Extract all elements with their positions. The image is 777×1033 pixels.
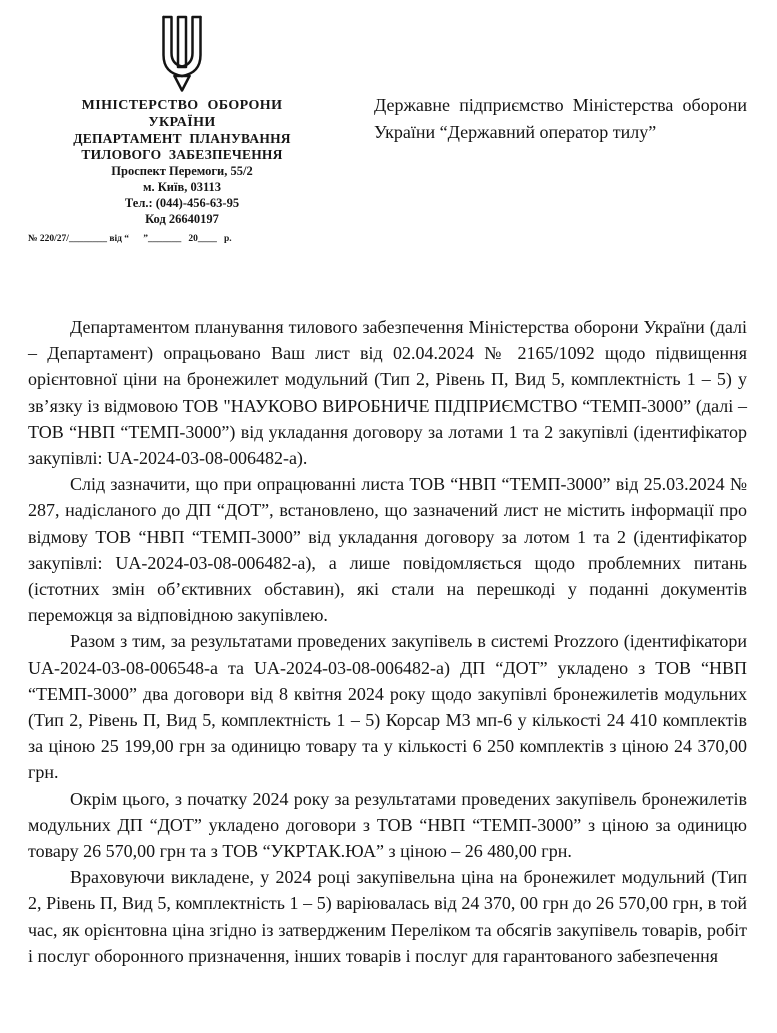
letter-body: [28, 314, 747, 969]
edrpou-code-line: Код 26640197: [145, 212, 219, 226]
paragraph-5: Враховуючи викладене, у 2024 році закупівельна ціна на бронежилет модульний (Тип 2, Рівень П, Вид 5, комплектність 1 – 5) варіювалась від 24 370, 00 грн до 26 570,00 грн, в той час, як орієнтовна ціна згідно із затвердженим Переліком та обсягів закупівель товарів, робіт і послуг оборонного призначення, інших товарів і послуг для гарантованого забезпечення: [28, 867, 747, 966]
ministry-name-line1: МІНІСТЕРСТВО ОБОРОНИ: [81, 98, 283, 113]
department-name-line2: ТИЛОВОГО ЗАБЕЗПЕЧЕННЯ: [81, 147, 283, 162]
paragraph-3: Разом з тим, за результатами проведених закупівель в системі Prozzoro (ідентифікатори UA-2024-03-08-006548-а та UA-2024-03-08-006482-а) ДП “ДОТ” укладено з ТОВ “НВП “ТЕМП-3000” два договори від 8 квітня 2024 року щодо закупівлі бронежилетів модульних (Тип 2, Рівень П, Вид 5, комплектність 1 – 5) Корсар М3 мп-6 у кількості 24 410 комплектів за ціною 25 199,00 грн за одиницю товару та у кількості 6 250 комплектів з ціною 24 370,00 грн.: [28, 631, 747, 783]
paragraph-4: Окрім цього, з початку 2024 року за результатами проведених закупівель бронежилетів модульних ДП “ДОТ” укладено договори з ТОВ “НВП “ТЕМП-3000” з ціною за одиницю товару 26 570,00 грн та з ТОВ “УКРТАК.ЮА” з ціною – 26 480,00 грн.: [28, 788, 747, 862]
ukraine-trident-icon: [28, 12, 336, 94]
department-name-line1: ДЕПАРТАМЕНТ ПЛАНУВАННЯ: [73, 131, 291, 146]
sender-block: [28, 12, 336, 244]
paragraph-2: Слід зазначити, що при опрацюванні листа ТОВ “НВП “ТЕМП-3000” від 25.03.2024 № 287, надісланого до ДП “ДОТ”, встановлено, що зазначений лист не містить інформації про відмову ТОВ “НВП “ТЕМП-3000” від укладання договору за лотом 1 та 2 (ідентифікатор закупівлі: UA-2024-03-08-006482-а), а лише повідомляється щодо проблемних питань (істотних змін об’єктивних обставин), які стали на перешкоді у поданні документів переможця за відповідною закупівлею.: [28, 474, 747, 626]
letterhead: [28, 12, 747, 244]
address-line2: м. Київ, 03113: [142, 180, 222, 194]
phone-line: Тел.: (044)-456-63-95: [124, 196, 240, 210]
recipient-block: Державне підприємство Міністерства оборони України “Державний оператор тилу”: [374, 95, 747, 142]
address-line1: Проспект Перемоги, 55/2: [111, 164, 253, 178]
reference-number-line: № 220/27/________ від “ ”_______ 20____ р.: [28, 234, 232, 244]
ministry-name-line2: УКРАЇНИ: [148, 114, 216, 130]
paragraph-1: Департаментом планування тилового забезпечення Міністерства оборони України (далі – Департамент) опрацьовано Ваш лист від 02.04.2024 № 2165/1092 щодо підвищення орієнтовної ціни на бронежилет модульний (Тип 2, Рівень П, Вид 5, комплектність 1 – 5) у зв’язку із відмовою ТОВ "НАУКОВО ВИРОБНИЧЕ ПІДПРИЄМСТВО “ТЕМП-3000” (далі – ТОВ “НВП “ТЕМП-3000”) від укладання договору за лотами 1 та 2 закупівлі (ідентифікатор закупівлі: UA-2024-03-08-006482-а).: [28, 317, 747, 469]
